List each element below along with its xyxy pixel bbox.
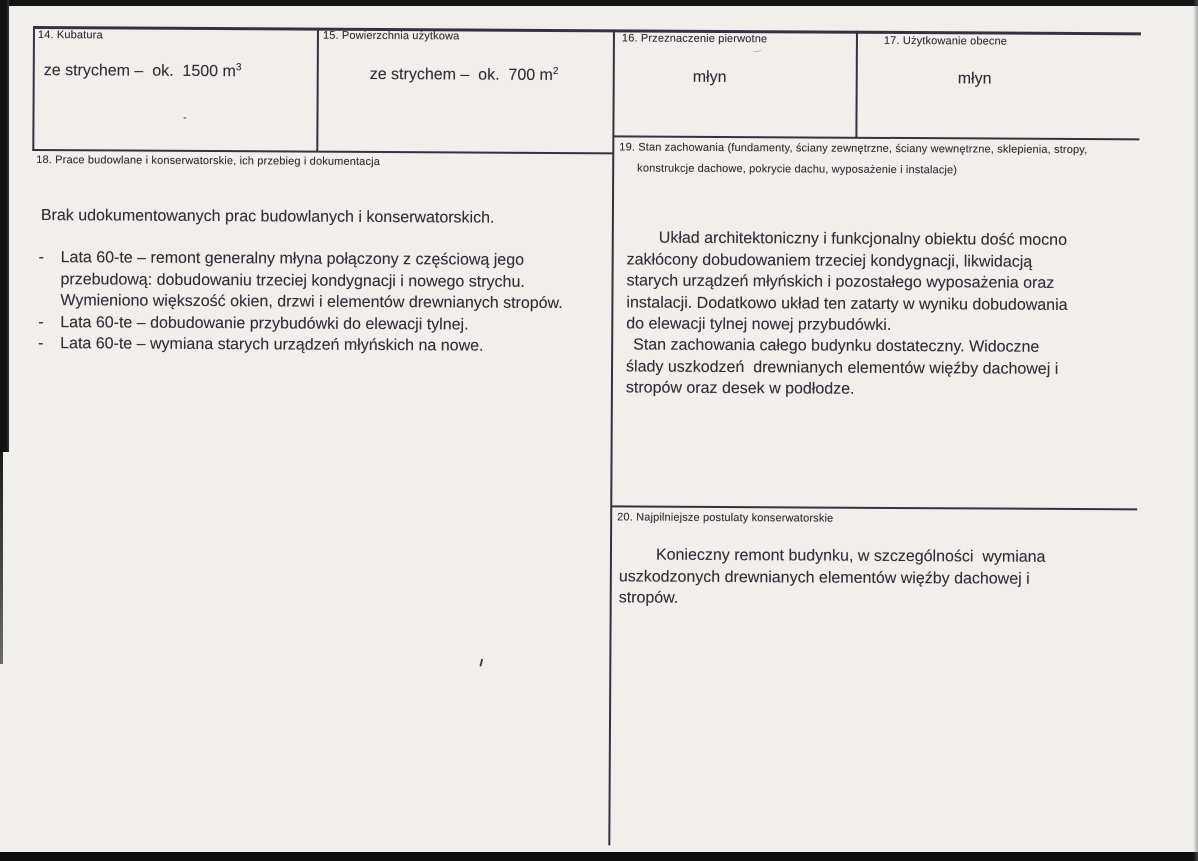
field-20-label: 20. Najpilniejsze postulaty konserwatorskie bbox=[617, 511, 834, 525]
field-14-label: 14. Kubatura bbox=[37, 29, 103, 42]
field-17-value: młyn bbox=[957, 70, 992, 88]
field-15-label: 15. Powierzchnia użytkowa bbox=[322, 29, 460, 43]
field-14-value-superscript: 3 bbox=[235, 62, 242, 74]
field-15-value-main: ze strychem – ok. 700 m bbox=[369, 65, 553, 84]
field-18-intro: Brak udokumentowanych prac budowlanych i konserwatorskich. bbox=[40, 207, 495, 227]
table-line-top bbox=[33, 26, 1141, 35]
scan-artifact-dot bbox=[183, 117, 186, 119]
table-line-left-border bbox=[32, 26, 35, 151]
field-15-value-superscript: 2 bbox=[552, 65, 559, 78]
field-19-paragraph-2: Stan zachowania całego budynku dostateczny. Widoczne ślady uszkodzeń drewnianych elementów więźby dachowej i stropów oraz desek w podłodze. bbox=[625, 336, 1059, 398]
table-line-divider-14-15 bbox=[316, 28, 319, 152]
list-item-text: Lata 60-te – wymiana starych urządzeń młyńskich na nowe. bbox=[60, 335, 484, 355]
field-15-value bbox=[370, 64, 559, 87]
list-item-text: Lata 60-te – dobudowanie przybudówki do elewacji tylnej. bbox=[60, 313, 469, 334]
field-20-paragraph: Konieczny remont budynku, w szczególności wymiana uszkodzonych drewnianych elementów więźby dachowej i stropów. bbox=[618, 546, 1046, 607]
field-19-label-line1: 19. Stan zachowania (fundamenty, ściany zewnętrzne, ściany wewnętrzne, sklepienia, stropy, bbox=[619, 141, 1088, 157]
list-item bbox=[38, 247, 606, 315]
field-19-paragraph-1: Układ architektoniczny i funkcjonalny obiektu dość mocno zakłócony dobudowaniem trzeciej kondygnacji, likwidacją starych urządzeń młyńskich i pozostałego wyposażenia oraz instalacji. Dodatkowo układ ten zatarty w wyniku dobudowania do elewacji tylnej nowej przybudówki. bbox=[626, 229, 1068, 334]
list-item-dash: - bbox=[38, 249, 45, 267]
table-line-under-19 bbox=[611, 505, 1137, 510]
list-item-text: Lata 60-te – remont generalny młyna połączony z częściową jego przebudową: dobudowaniu trzeciej kondygnacji i nowego strychu. Wymieniono większość okien, drzwi i elementów drewnianych stropów. bbox=[60, 249, 563, 313]
field-18-label: 18. Prace budowlane i konserwatorskie, ich przebieg i dokumentacja bbox=[36, 154, 381, 169]
scan-artifact-squiggle bbox=[752, 47, 763, 53]
field-16-label: 16. Przeznaczenie pierwotne bbox=[621, 32, 768, 46]
field-18-list bbox=[38, 247, 607, 358]
table-line-divider-16-17 bbox=[855, 31, 858, 138]
field-14-value bbox=[44, 60, 242, 83]
field-14-value-main: ze strychem – ok. 1500 m bbox=[43, 62, 236, 81]
scan-artifact-tick bbox=[479, 658, 483, 666]
field-17-label: 17. Użytkowanie obecne bbox=[883, 34, 1008, 48]
field-16-value: młyn bbox=[692, 68, 727, 86]
list-item bbox=[38, 333, 606, 358]
list-item-dash: - bbox=[38, 335, 44, 353]
table-line-under-16-17 bbox=[613, 135, 1139, 140]
list-item-dash: - bbox=[38, 313, 44, 331]
field-19-label-line2: konstrukcje dachowe, pokrycie dachu, wyposażenie i instalacje) bbox=[637, 162, 958, 177]
